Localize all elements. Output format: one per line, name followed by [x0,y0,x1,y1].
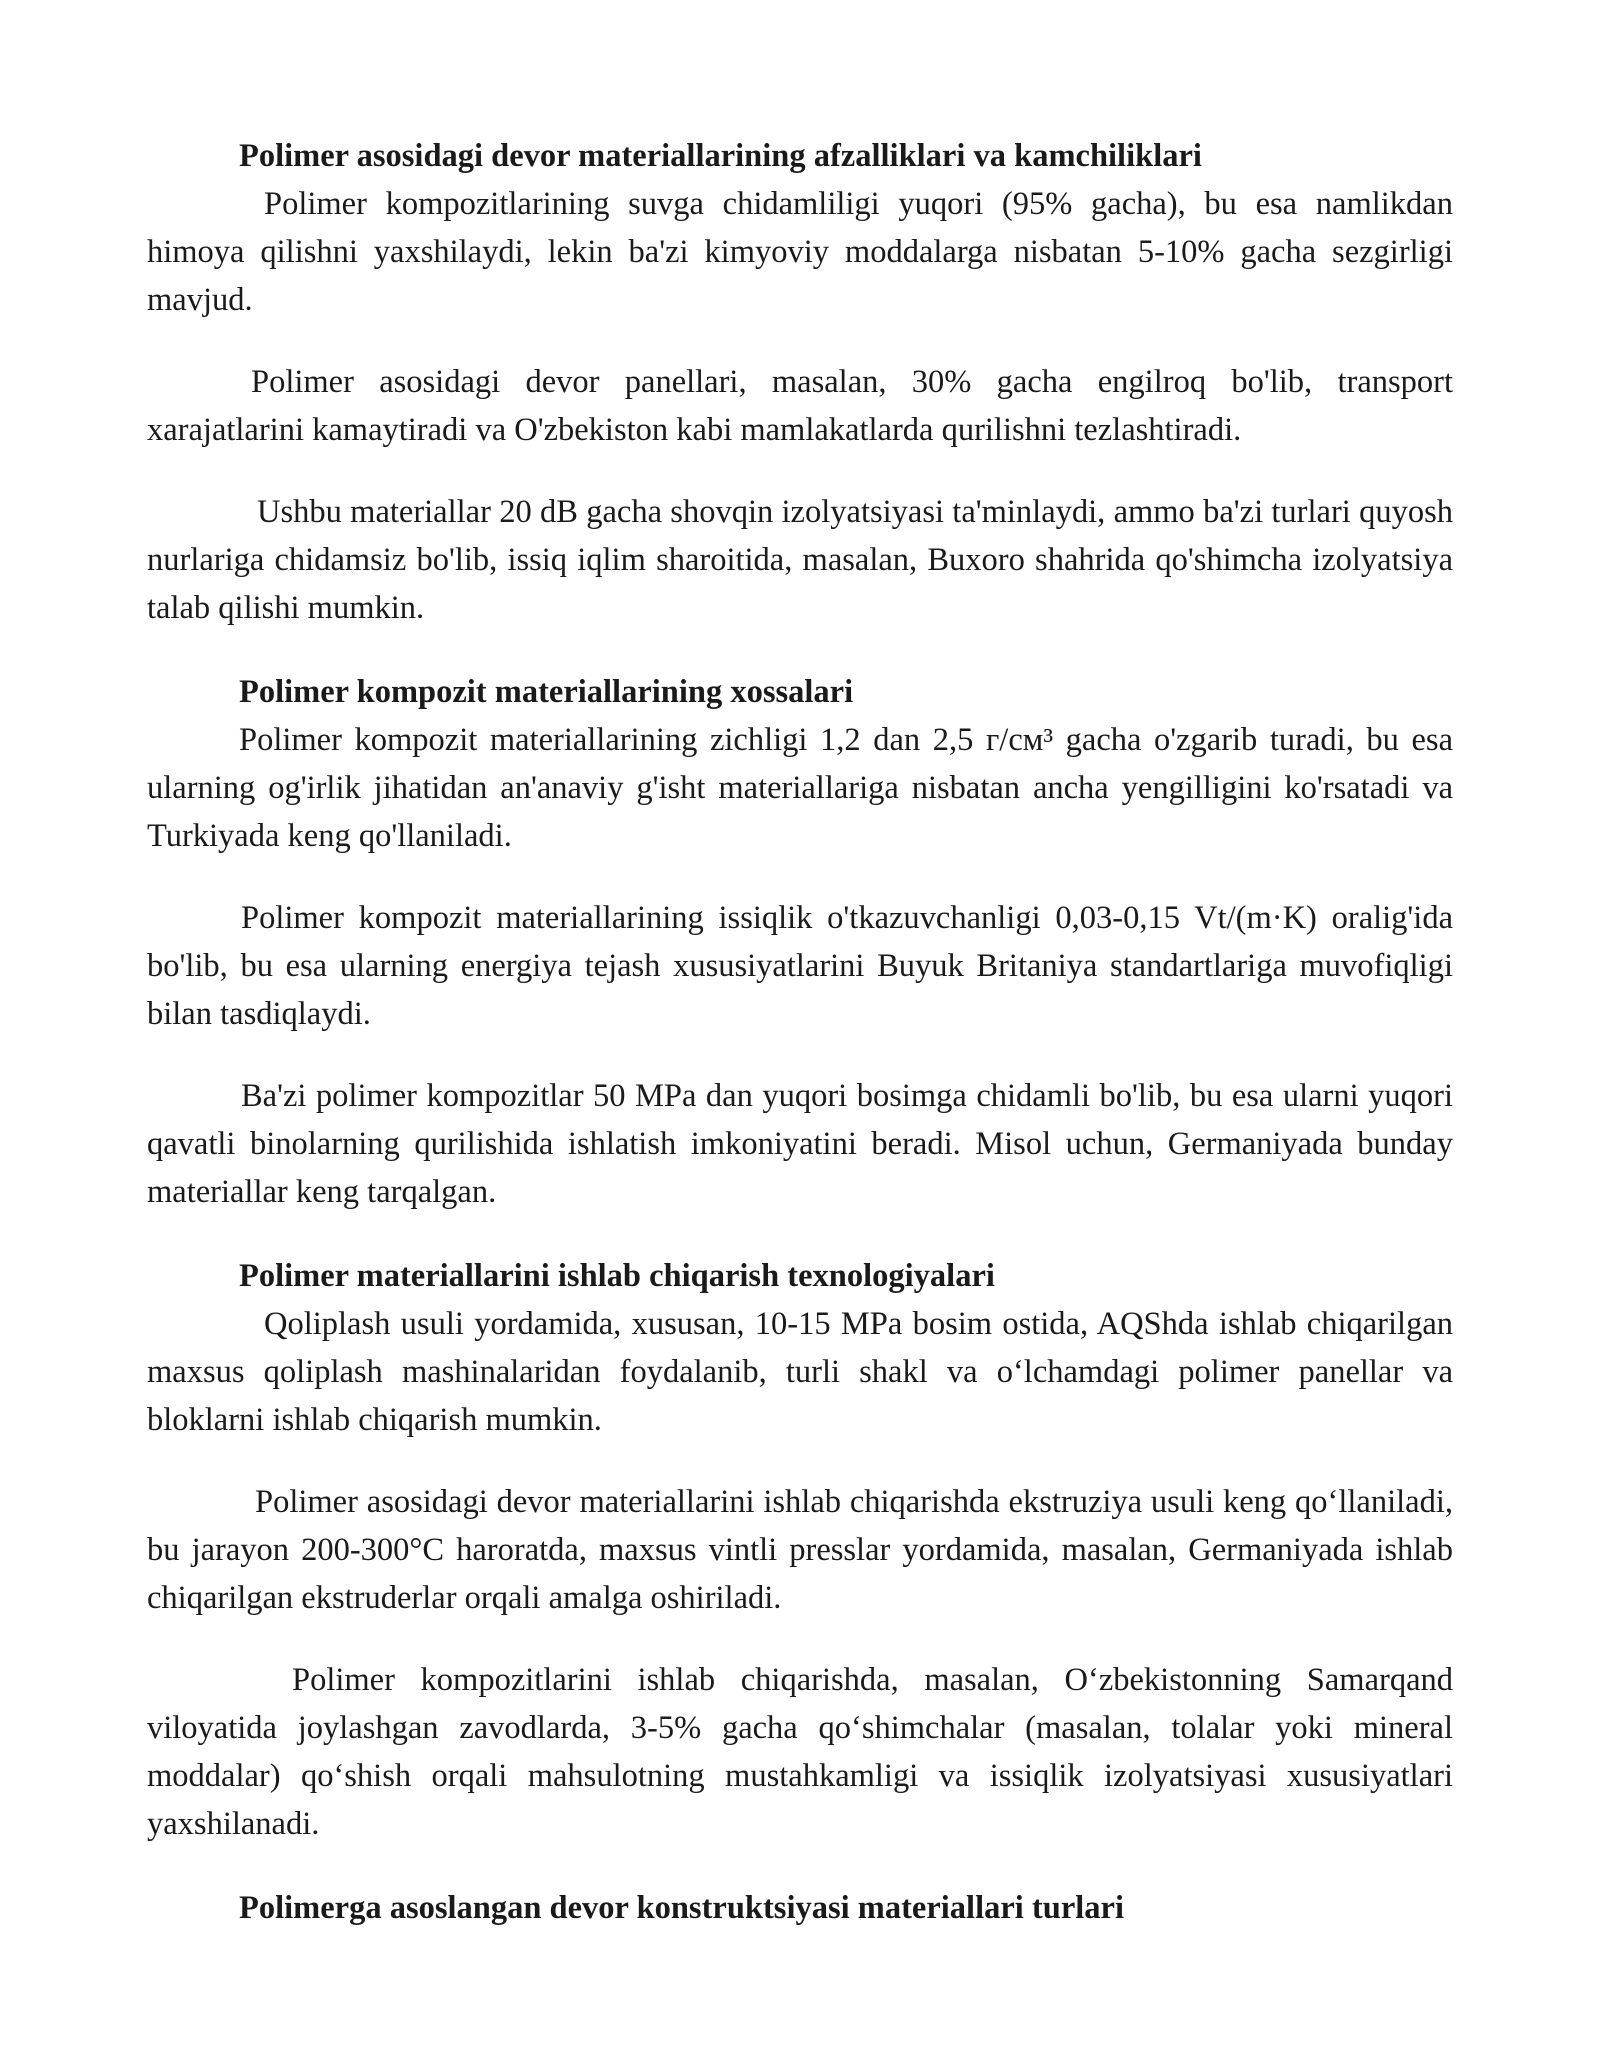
paragraph: Polimer kompozit materiallarining issiqlik o'tkazuvchanligi 0,03-0,15 Vt/(m·K) oralig'ida bo'lib, bu esa ularning energiya tejash xususiyatlarini Buyuk Britaniya standartlariga muvofiqligi bilan tasdiqlaydi. [147,900,1453,1032]
paragraph: Ushbu materiallar 20 dB gacha shovqin izolyatsiyasi ta'minlaydi, ammo ba'zi turlari quyosh nurlariga chidamsiz bo'lib, issiq iqlim sharoitida, masalan, Buxoro shahrida qo'shimcha izolyatsiya talab qilishi mumkin. [147,494,1453,626]
section-heading: Polimerga asoslangan devor konstruktsiyasi materiallari turlari [239,1890,1124,1926]
paragraph: Qoliplash usuli yordamida, xususan, 10-15 MPa bosim ostida, AQShda ishlab chiqarilgan maxsus qoliplash mashinalaridan foydalanib, turli shakl va oʻlchamdagi polimer panellar va bloklarni ishlab chiqarish mumkin. [147,1306,1453,1438]
paragraph: Ba'zi polimer kompozitlar 50 MPa dan yuqori bosimga chidamli bo'lib, bu esa ularni yuqori qavatli binolarning qurilishida ishlatish imkoniyatini beradi. Misol uchun, Germaniyada bunday materiallar keng tarqalgan. [147,1078,1453,1210]
section-heading: Polimer asosidagi devor materiallarining afzalliklari va kamchiliklari [239,138,1202,174]
section-heading: Polimer kompozit materiallarining xossalari [239,674,854,710]
paragraph: Polimer kompozit materiallarining zichligi 1,2 dan 2,5 г/см³ gacha o'zgarib turadi, bu esa ularning og'irlik jihatidan an'anaviy g'isht materiallariga nisbatan ancha yengilligini ko'rsatadi va Turkiyada keng qo'llaniladi. [147,722,1453,854]
section-heading: Polimer materiallarini ishlab chiqarish texnologiyalari [239,1258,995,1294]
paragraph: Polimer asosidagi devor materiallarini ishlab chiqarishda ekstruziya usuli keng qoʻllaniladi, bu jarayon 200-300°C haroratda, maxsus vintli presslar yordamida, masalan, Germaniyada ishlab chiqarilgan ekstruderlar orqali amalga oshiriladi. [147,1484,1453,1616]
document-page [147,132,1453,1932]
paragraph: Polimer kompozitlarini ishlab chiqarishda, masalan, Oʻzbekistonning Samarqand viloyatida joylashgan zavodlarda, 3-5% gacha qoʻshimchalar (masalan, tolalar yoki mineral moddalar) qoʻshish orqali mahsulotning mustahkamligi va issiqlik izolyatsiyasi xususiyatlari yaxshilanadi. [147,1662,1453,1842]
paragraph: Polimer kompozitlarining suvga chidamliligi yuqori (95% gacha), bu esa namlikdan himoya qilishni yaxshilaydi, lekin ba'zi kimyoviy moddalarga nisbatan 5-10% gacha sezgirligi mavjud. [147,186,1453,318]
paragraph: Polimer asosidagi devor panellari, masalan, 30% gacha engilroq bo'lib, transport xarajatlarini kamaytiradi va O'zbekiston kabi mamlakatlarda qurilishni tezlashtiradi. [147,364,1453,448]
